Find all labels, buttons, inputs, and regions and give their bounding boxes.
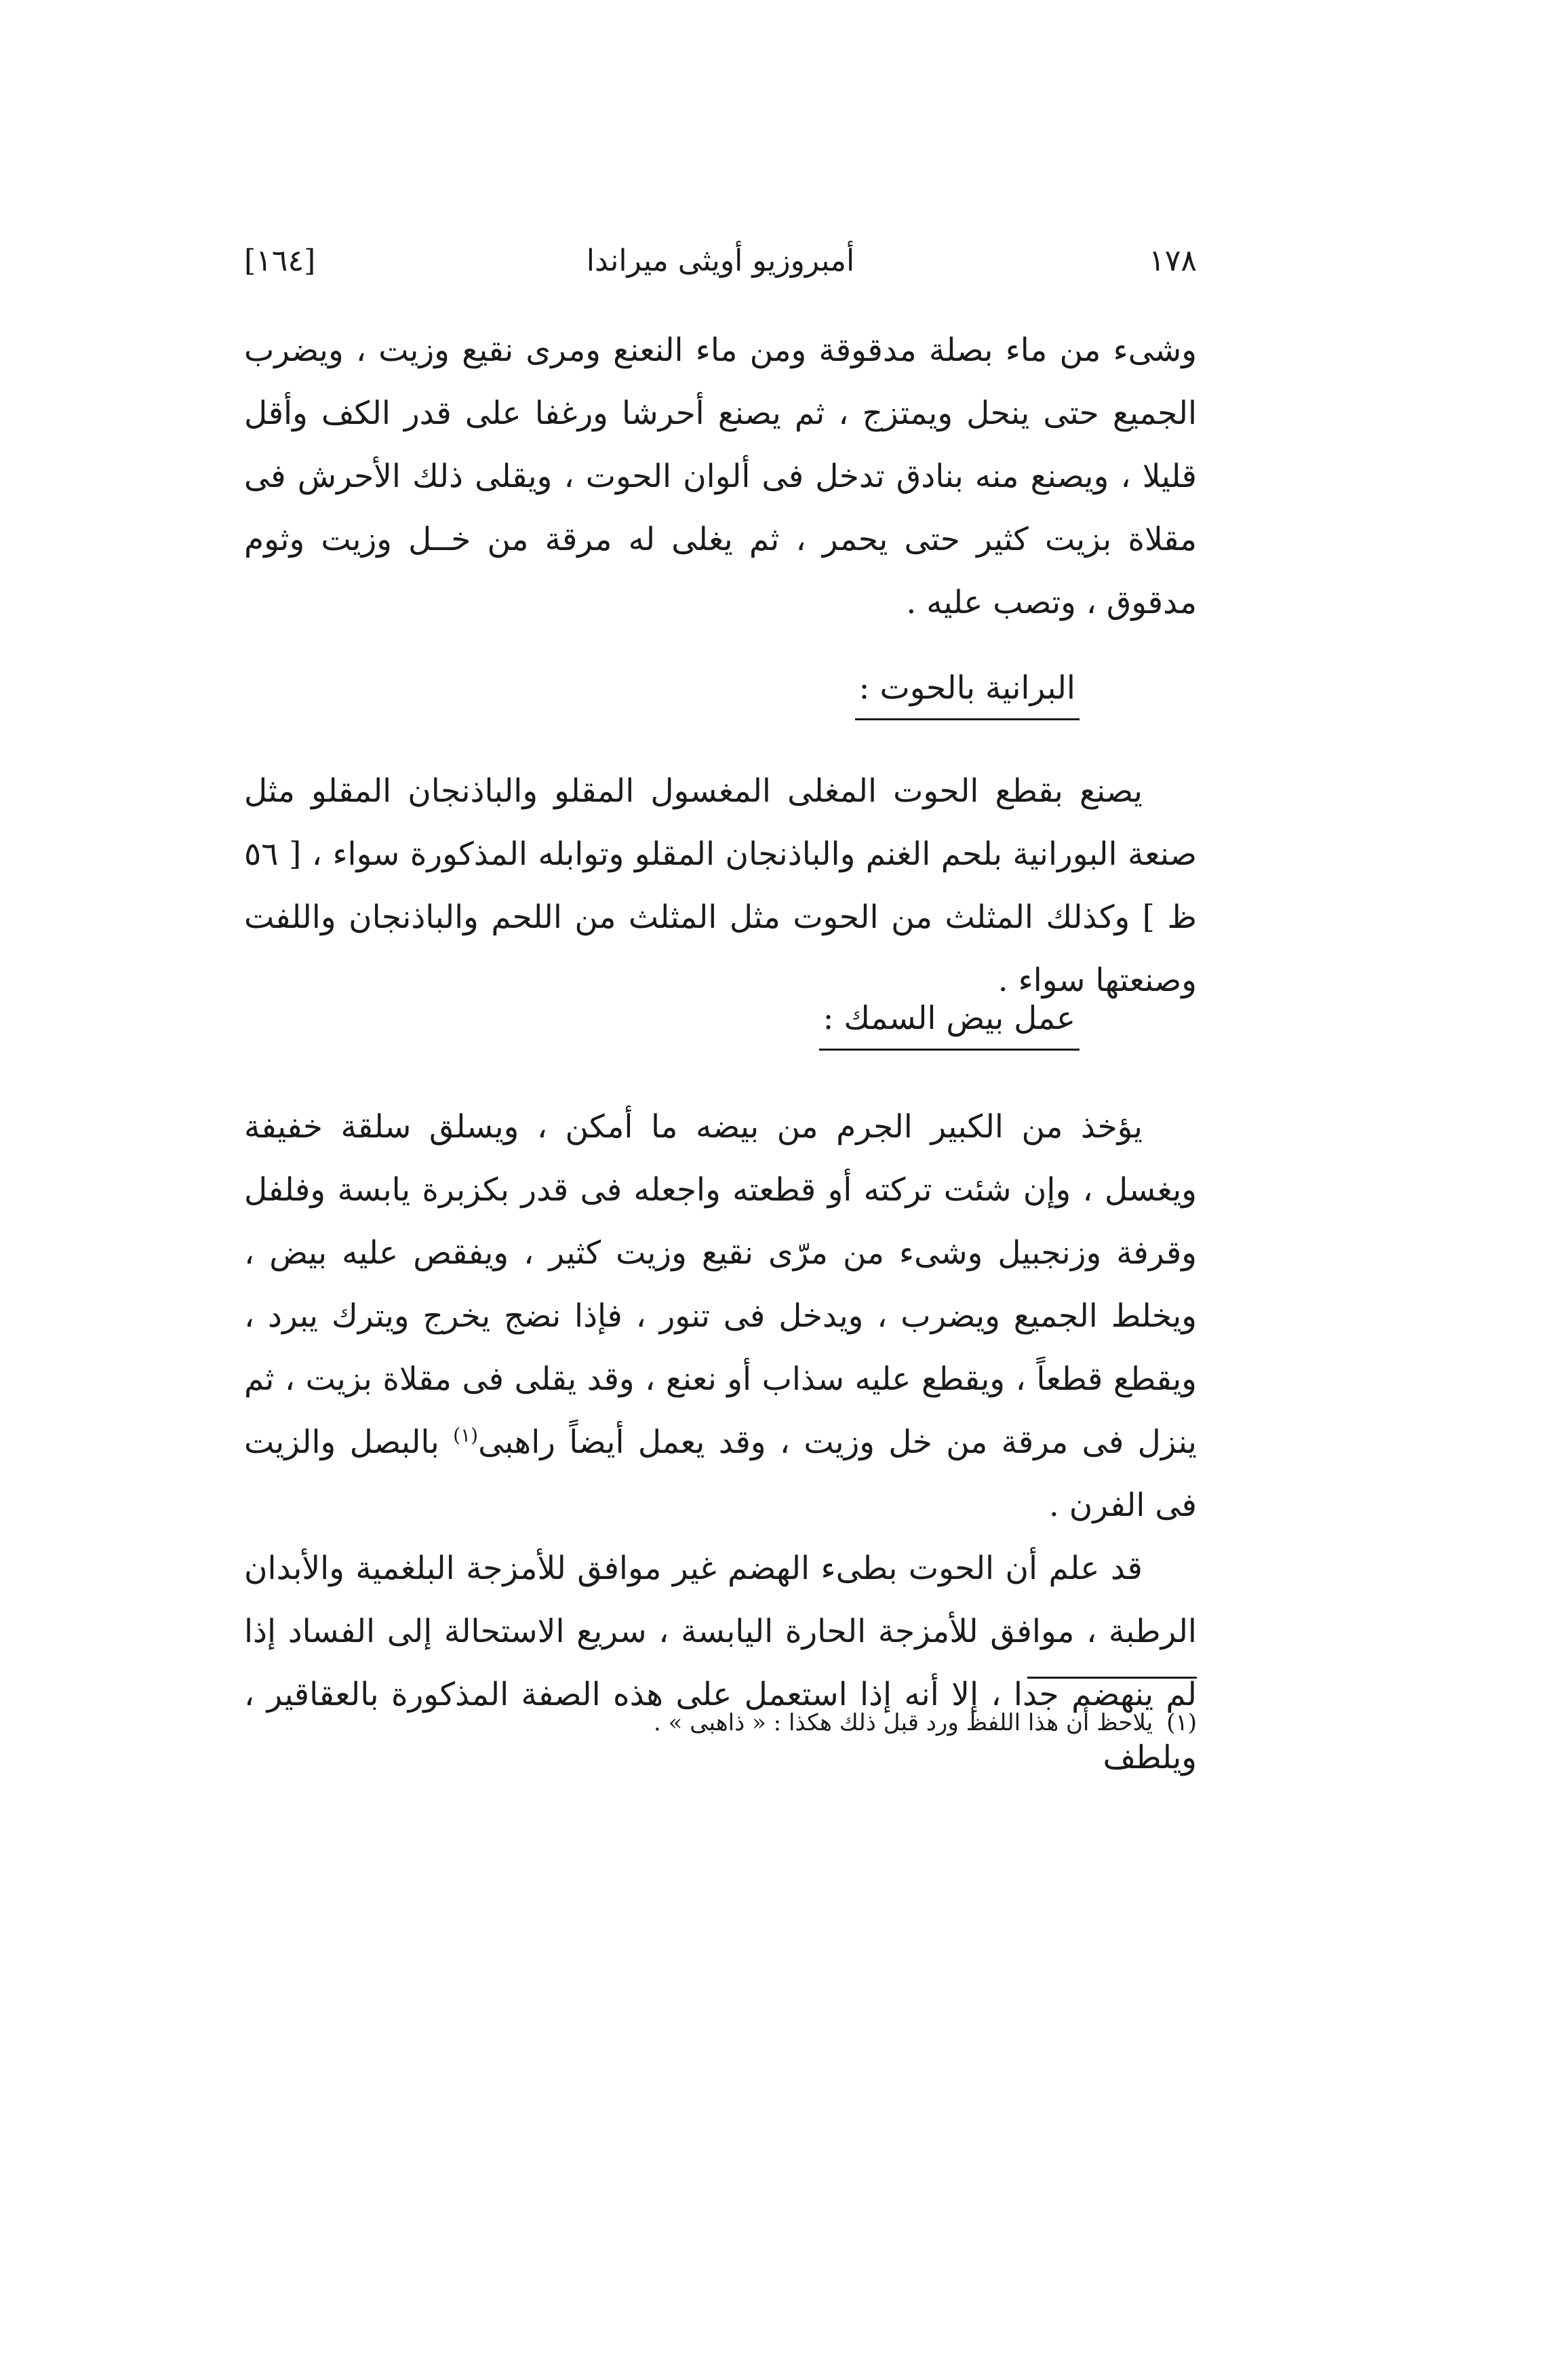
section-body [244, 760, 1197, 1012]
paragraph: يصنع بقطع الحوت المغلى المغسول المقلو والباذنجان المقلو مثل صنعة البورانية بلحم الغنم والباذنجان المقلو وتوابله المذكورة سواء ، [ ٥٦ ظ ] وكذلك المثلث من الحوت مثل المثلث من اللحم والباذنجان واللفت وصنعتها سواء . [244, 773, 1197, 999]
page-header [244, 234, 1197, 288]
footnote-reference: (١) [453, 1424, 479, 1447]
section-body [244, 1095, 1197, 1789]
footnote-divider [1027, 1677, 1197, 1679]
paragraph-text-tail: بالبصل والزيت فى الفرن . [244, 1424, 1197, 1524]
page-number: ١٧٨ [1149, 243, 1197, 278]
section-heading: البرانية بالحوت : [855, 661, 1080, 720]
footnote-text: يلاحظ أن هذا اللفظ ورد قبل ذلك هكذا : « ذاهبى » . [653, 1709, 1153, 1736]
opening-paragraph-block [244, 319, 1197, 634]
paragraph [244, 1095, 1197, 1537]
section-heading: عمل بيض السمك : [819, 992, 1080, 1051]
footnote [349, 1699, 1197, 1747]
paragraph-text: يؤخذ من الكبير الجرم من بيضه ما أمكن ، ويسلق سلقة خفيفة ويغسل ، وإن شئت تركته أو قطعته واجعله فى قدر بكزبرة يابسة وفلفل وقرفة وزنجبيل وشىء من مرّى نقيع وزيت كثير ، ويفقص عليه بيض ، ويخلط الجميع ويضرب ، ويدخل فى تنور ، فإذا نضج يخرج ويترك يبرد ، ويقطع قطعاً ، ويقطع عليه سذاب أو نعنع ، وقد يقلى فى مقلاة بزيت ، ثم ينزل فى مرقة من خل وزيت ، وقد يعمل أيضاً راهبى [244, 1108, 1197, 1461]
footnote-number: (١) [1166, 1709, 1197, 1736]
paragraph: وشىء من ماء بصلة مدقوقة ومن ماء النعنع ومرى نقيع وزيت ، ويضرب الجميع حتى ينحل ويمتزج ، ثم يصنع أحرشا ورغفا على قدر الكف وأقل قليلا ، ويصنع منه بنادق تدخل فى ألوان الحوت ، ويقلى ذلك الأحرش فى مقلاة بزيت كثير حتى يحمر ، ثم يغلى له مرقة من خــل وزيت وثوم مدقوق ، وتصب عليه . [244, 332, 1197, 621]
paragraph: قد علم أن الحوت بطىء الهضم غير موافق للأمزجة البلغمية والأبدان الرطبة ، موافق للأمزجة الحارة اليابسة ، سريع الاستحالة إلى الفساد إذا لم ينهضم جدا ، إلا أنه إذا استعمل على هذه الصفة المذكورة بالعقاقير ، ويلطف [244, 1550, 1197, 1776]
original-page-reference: [١٦٤] [244, 243, 316, 278]
running-title: أمبروزيو أويثى ميراندا [586, 243, 855, 278]
